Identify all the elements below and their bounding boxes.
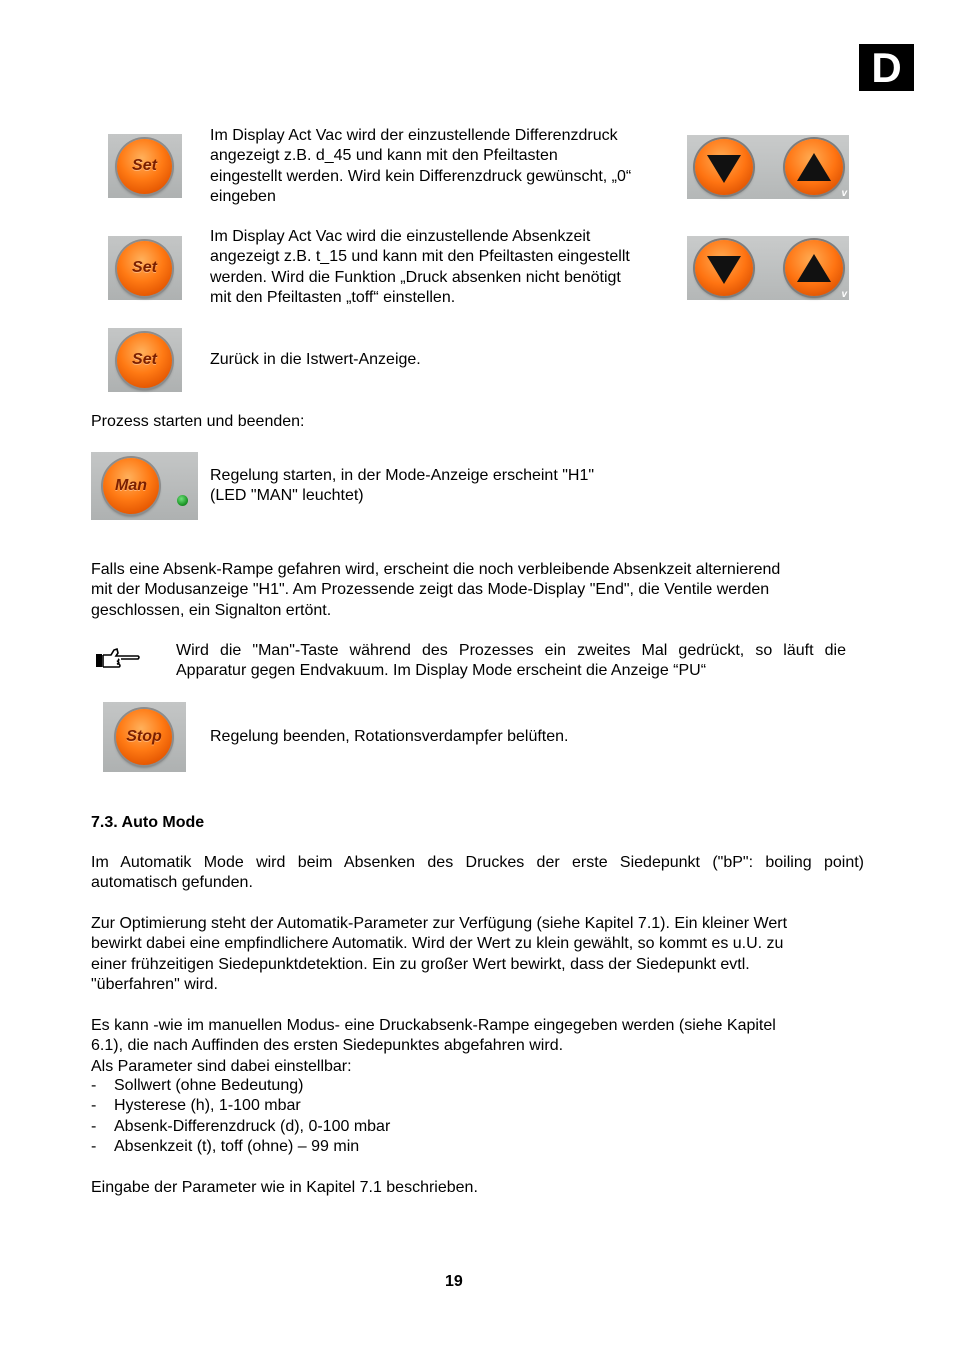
set-button-label: Set	[132, 351, 157, 369]
note-text	[176, 641, 846, 682]
text-line: Falls eine Absenk-Rampe gefahren wird, erscheint die noch verbleibende Absenkzeit alternierend	[91, 561, 781, 578]
set-button-graphic	[117, 241, 172, 296]
set-key-image	[108, 134, 182, 198]
set-button-graphic	[117, 139, 172, 194]
arrow-down-icon	[695, 240, 753, 296]
text-line: 6.1), die nach Auffinden des ersten Siedepunktes abgefahren wird.	[91, 1037, 564, 1055]
parameter-list	[91, 1076, 491, 1160]
text-line: werden. Wird die Funktion „Druck absenken nicht benötigt	[210, 268, 621, 286]
stop-key-image	[103, 702, 186, 772]
set-key-image	[108, 328, 182, 392]
text-line: geschlossen, ein Signalton ertönt.	[91, 601, 332, 619]
text-line: "überfahren" wird.	[91, 976, 218, 994]
arrow-up-button	[785, 139, 843, 195]
arrow-keys-image	[687, 135, 849, 199]
man-button-graphic	[103, 458, 159, 514]
language-badge: D	[859, 44, 914, 91]
text-line: angezeigt z.B. t_15 und kann mit den Pfeiltasten eingestellt	[210, 248, 630, 266]
text-line: automatisch gefunden.	[91, 874, 253, 892]
man-key-image	[91, 452, 198, 520]
text-line: bewirkt dabei eine empfindlichere Automatik. Wird der Wert zu klein gewählt, so kommt es u.U. zu	[91, 935, 784, 953]
text-line: angezeigt z.B. d_45 und kann mit den Pfeiltasten	[210, 147, 558, 165]
auto-paragraph-3	[91, 1016, 776, 1077]
text-line: (LED "MAN" leuchtet)	[210, 487, 364, 505]
list-item	[91, 1117, 491, 1137]
set-button-graphic	[117, 333, 172, 388]
list-marker: -	[91, 1077, 97, 1094]
arrow-down-button	[695, 139, 753, 195]
text-line: eingestellt werden. Wird kein Differenzdruck gewünscht, „0“	[210, 167, 632, 185]
tile-mark: v	[841, 188, 847, 199]
man-button-label: Man	[115, 476, 147, 494]
text-line: Im Automatik Mode wird beim Absenken des Druckes der erste Siedepunkt ("bP": boiling point)	[91, 854, 864, 871]
stop-button-graphic	[116, 709, 172, 765]
arrow-up-icon	[785, 240, 843, 296]
text-line: mit der Modusanzeige "H1". Am Prozessende zeigt das Mode-Display "End", die Ventile werden	[91, 581, 770, 599]
list-marker: -	[91, 1117, 97, 1135]
auto-paragraph-2	[91, 914, 787, 996]
text-line: mit den Pfeiltasten „toff“ einstellen.	[210, 289, 456, 307]
pointing-hand-icon	[95, 646, 141, 672]
arrow-up-button	[785, 240, 843, 296]
set-button-label: Set	[132, 259, 157, 277]
arrow-down-button	[695, 240, 753, 296]
arrow-down-icon	[695, 139, 753, 195]
auto-paragraph-1	[91, 853, 864, 894]
text-line: Im Display Act Vac wird die einzustellende Absenkzeit	[210, 228, 591, 245]
arrow-up-icon	[785, 139, 843, 195]
stop-row-text: Regelung beenden, Rotationsverdampfer belüften.	[210, 728, 569, 745]
list-item-text: Sollwert (ohne Bedeutung)	[114, 1077, 304, 1094]
set-button-label: Set	[132, 157, 157, 175]
closing-text: Eingabe der Parameter wie in Kapitel 7.1 beschrieben.	[91, 1179, 478, 1196]
ramp-paragraph	[91, 560, 780, 621]
set-row-3-text: Zurück in die Istwert-Anzeige.	[210, 351, 421, 368]
text-line: Als Parameter sind dabei einstellbar:	[91, 1057, 352, 1075]
list-item	[91, 1076, 491, 1096]
man-row-text	[210, 466, 594, 507]
list-item	[91, 1137, 491, 1157]
list-item-text: Absenkzeit (t), toff (ohne) – 99 min	[114, 1138, 360, 1156]
text-line: eingeben	[210, 188, 276, 206]
section-heading: 7.3. Auto Mode	[91, 814, 205, 831]
set-row-2-text	[210, 227, 630, 309]
text-line: Apparatur gegen Endvakuum. Im Display Mode erscheint die Anzeige “PU“	[176, 662, 707, 680]
list-marker: -	[91, 1138, 97, 1156]
man-led-indicator	[177, 495, 188, 506]
process-heading: Prozess starten und beenden:	[91, 413, 305, 430]
text-line: Es kann -wie im manuellen Modus- eine Druckabsenk-Rampe eingegeben werden (siehe Kapitel	[91, 1017, 776, 1034]
text-line: Regelung starten, in der Mode-Anzeige erscheint "H1"	[210, 467, 595, 484]
list-item-text: Absenk-Differenzdruck (d), 0-100 mbar	[114, 1117, 391, 1135]
tile-mark: v	[841, 289, 847, 300]
text-line: Wird die "Man"-Taste während des Prozesses ein zweites Mal gedrückt, so läuft die	[176, 642, 846, 659]
list-item	[91, 1096, 491, 1116]
text-line: Zur Optimierung steht der Automatik-Parameter zur Verfügung (siehe Kapitel 7.1). Ein kleiner Wert	[91, 915, 788, 932]
set-row-1-text	[210, 126, 631, 208]
text-line: einer frühzeitigen Siedepunktdetektion. Ein zu großer Wert bewirkt, dass der Siedepunkt evtl.	[91, 955, 750, 973]
text-line: Im Display Act Vac wird der einzustellende Differenzdruck	[210, 127, 618, 144]
page-number: 19	[445, 1273, 463, 1290]
list-item-text: Hysterese (h), 1-100 mbar	[114, 1097, 301, 1115]
list-marker: -	[91, 1097, 97, 1115]
set-key-image	[108, 236, 182, 300]
stop-button-label: Stop	[126, 727, 162, 745]
arrow-keys-image	[687, 236, 849, 300]
